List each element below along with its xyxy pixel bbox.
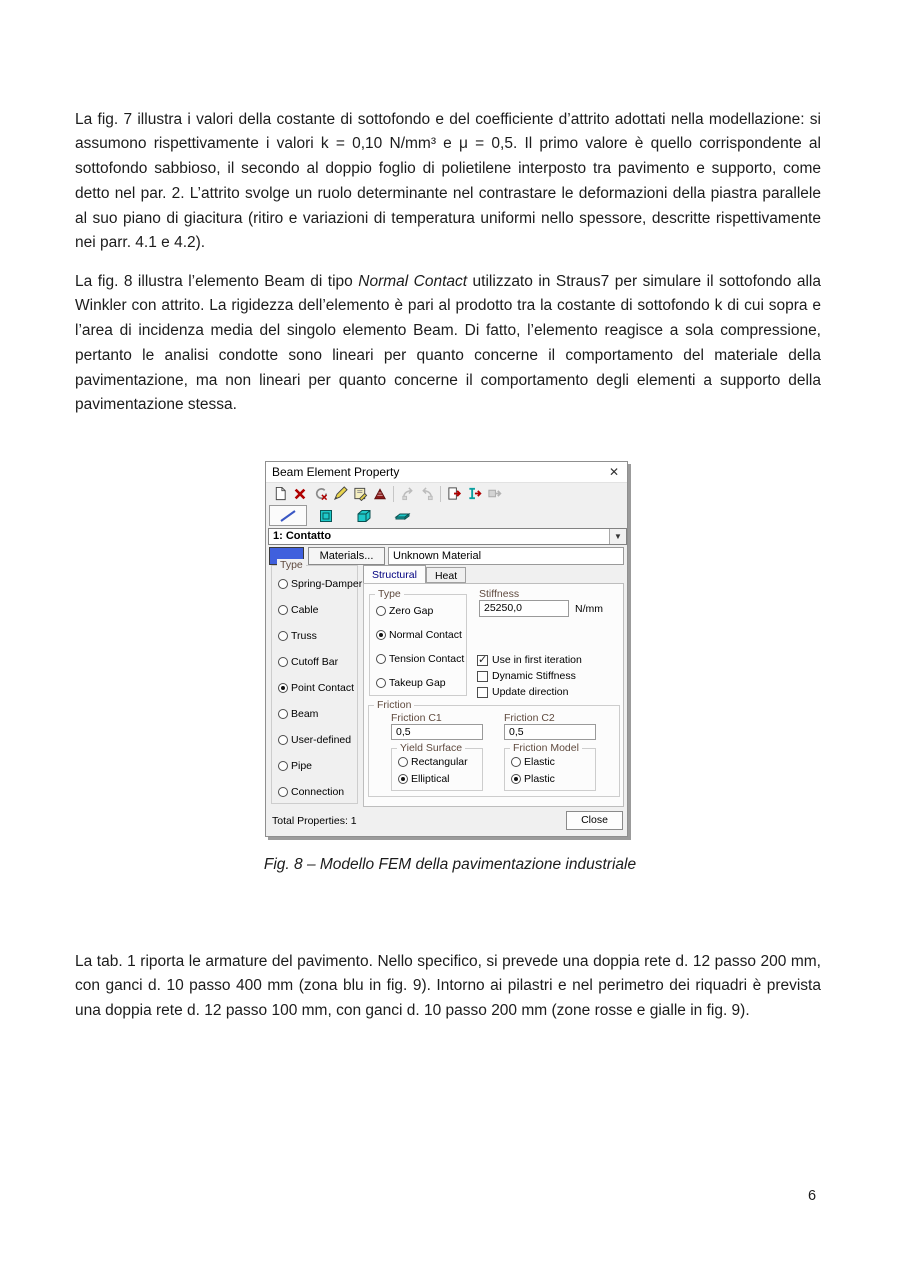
radio-icon [278, 735, 288, 745]
export-beam-icon[interactable] [464, 484, 484, 503]
radio-icon [278, 631, 288, 641]
plate-element-icon[interactable] [307, 505, 345, 526]
export-page-icon[interactable] [444, 484, 464, 503]
body-paragraph-1: La fig. 7 illustra i valori della costante di sottofondo e del coefficiente d’attrito adottati nella modellazione: si assumono rispettivamente i valori k = 0,10 N/mm³ e μ = 0,5. Il primo valore è quello corrispondente al sottofondo sabbioso, il secondo al doppio foglio di polietilene interposto tra pavimento e supporto, come detto nel par. 2. L’attrito svolge un ruolo determinante nel contrastare le deformazioni della piastra parallele al suo piano di giacitura (ritiro e variazioni di temperatura uniformi nello spessore, descritte rispettivamente nei parr. 4.1 e 4.2). [75, 110, 821, 252]
new-document-icon[interactable] [270, 484, 290, 503]
chevron-down-icon[interactable]: ▼ [609, 529, 626, 544]
radio-label: Connection [291, 786, 345, 798]
checkbox-icon [477, 655, 488, 666]
dialog-toolbar [266, 482, 627, 505]
friction-group-label: Friction [374, 699, 414, 711]
yield-surface-group-label: Yield Surface [397, 742, 465, 754]
radio-label: Truss [291, 630, 317, 642]
radio-icon [376, 654, 386, 664]
beam-element-property-dialog [265, 461, 628, 837]
radio-icon [398, 774, 408, 784]
paragraph2-post: utilizzato in Straus7 per simulare il sottofondo alla Winkler con attrito. La rigidezza dell’elemento è pari al prodotto tra la costante di sottofondo k di cui sopra e l’area di incidenza media del singolo elemento Beam. Di fatto, l’elemento reagisce a sola compressione, pertanto le analisi condotte sono lineari per quanto concerne il comportamento del materiale della pavimentazione, ma non lineari per quanto concerne il comportamento degli elementi a supporto della pavimentazione stessa. [75, 272, 821, 414]
radio-icon [278, 761, 288, 771]
contact-type-group [369, 588, 467, 696]
friction-model-group-label: Friction Model [510, 742, 582, 754]
radio-icon [278, 605, 288, 615]
radio-rectangular[interactable] [398, 756, 468, 768]
body-paragraph-2 [75, 270, 821, 419]
beam-element-icon[interactable] [269, 505, 307, 526]
property-tab-panel [363, 565, 624, 807]
radio-label: Point Contact [291, 682, 355, 694]
radio-beam[interactable] [278, 708, 318, 720]
structural-tab-page [363, 583, 624, 807]
stiffness-unit: N/mm [575, 603, 603, 615]
shift-left-icon[interactable] [397, 484, 417, 503]
close-button[interactable]: Close [566, 811, 623, 830]
brick-element-icon[interactable] [345, 505, 383, 526]
radio-label: Tension Contact [389, 653, 465, 665]
material-name-field[interactable]: Unknown Material [388, 547, 624, 565]
notebook-edit-icon[interactable] [350, 484, 370, 503]
radio-point-contact[interactable] [278, 682, 354, 694]
checkbox-label: Update direction [492, 686, 569, 698]
radio-icon [511, 757, 521, 767]
tab-structural[interactable]: Structural [363, 565, 426, 583]
status-text: Total Properties: 1 [272, 815, 357, 827]
radio-label: Normal Contact [389, 629, 462, 641]
radio-connection[interactable] [278, 786, 344, 798]
radio-icon [511, 774, 521, 784]
radio-label: Spring-Damper [291, 578, 363, 590]
friction-model-group [504, 742, 596, 791]
dialog-title: Beam Element Property [272, 465, 400, 479]
checkbox-update-direction[interactable] [477, 686, 568, 698]
radio-cable[interactable] [278, 604, 318, 616]
delete-x-icon[interactable] [290, 484, 310, 503]
close-icon[interactable]: ✕ [608, 465, 619, 479]
radio-icon [278, 579, 288, 589]
radio-icon [398, 757, 408, 767]
toolbar-separator [393, 486, 394, 502]
radio-label: Pipe [291, 760, 313, 772]
dialog-titlebar[interactable] [266, 462, 627, 483]
contact-type-group-label: Type [375, 588, 404, 600]
friction-c1-input[interactable]: 0,5 [391, 724, 483, 740]
toolbar-separator [440, 486, 441, 502]
radio-pipe[interactable] [278, 760, 312, 772]
radio-takeup-gap[interactable] [376, 677, 446, 689]
radio-label: Cable [291, 604, 319, 616]
element-type-group-label: Type [277, 559, 306, 571]
checkbox-icon [477, 671, 488, 682]
shift-right-icon[interactable] [417, 484, 437, 503]
purge-circle-x-icon[interactable] [310, 484, 330, 503]
checkbox-dynamic-stiffness[interactable] [477, 670, 576, 682]
taper-cone-icon[interactable] [370, 484, 390, 503]
stiffness-label: Stiffness [479, 588, 520, 600]
paragraph2-italic: Normal Contact [358, 272, 468, 290]
radio-normal-contact[interactable] [376, 629, 462, 641]
materials-button[interactable]: Materials... [308, 547, 385, 565]
radio-plastic[interactable] [511, 773, 555, 785]
tab-strip [363, 565, 466, 583]
checkbox-label: Dynamic Stiffness [492, 670, 576, 682]
radio-icon [376, 678, 386, 688]
radio-icon [278, 787, 288, 797]
radio-icon [376, 606, 386, 616]
radio-icon [278, 657, 288, 667]
checkbox-use-first-iteration[interactable] [477, 654, 582, 666]
friction-c2-input[interactable]: 0,5 [504, 724, 596, 740]
radio-tension-contact[interactable] [376, 653, 464, 665]
radio-icon [278, 683, 288, 693]
radio-label: Rectangular [411, 756, 468, 768]
laminate-element-icon[interactable] [383, 505, 421, 526]
radio-label: Elliptical [411, 773, 450, 785]
friction-group [368, 699, 620, 797]
pencil-edit-icon[interactable] [330, 484, 350, 503]
property-combo-value: 1: Contatto [273, 530, 332, 542]
radio-label: Cutoff Bar [291, 656, 339, 668]
radio-user-defined[interactable] [278, 734, 351, 746]
radio-icon [376, 630, 386, 640]
radio-label: Plastic [524, 773, 555, 785]
radio-label: Takeup Gap [389, 677, 446, 689]
yield-surface-group [391, 742, 483, 791]
tab-heat[interactable]: Heat [426, 567, 466, 583]
body-paragraph-3: La tab. 1 riporta le armature del pavimento. Nello specifico, si prevede una doppia rete d. 12 passo 200 mm, con ganci d. 10 passo 400 mm (zona blu in fig. 9). Intorno ai pilastri e nel perimetro dei riquadri è prevista una doppia rete d. 12 passo 100 mm, con ganci d. 10 passo 200 mm (zone rosse e gialle in fig. 9). [75, 952, 821, 1020]
page-number: 6 [808, 1188, 817, 1204]
radio-label: Zero Gap [389, 605, 434, 617]
element-type-group [271, 559, 363, 804]
radio-icon [278, 709, 288, 719]
checkbox-icon [477, 687, 488, 698]
radio-spring-damper[interactable] [278, 578, 362, 590]
export-box-icon[interactable] [484, 484, 504, 503]
radio-truss[interactable] [278, 630, 317, 642]
checkbox-label: Use in first iteration [492, 654, 582, 666]
radio-label: Beam [291, 708, 319, 720]
friction-c1-label: Friction C1 [391, 712, 442, 724]
paragraph2-pre: La fig. 8 illustra l’elemento Beam di tipo [75, 272, 359, 290]
radio-zero-gap[interactable] [376, 605, 433, 617]
radio-label: User-defined [291, 734, 352, 746]
friction-c2-label: Friction C2 [504, 712, 555, 724]
property-select-combobox[interactable] [268, 528, 627, 545]
figure-caption: Fig. 8 – Modello FEM della pavimentazione industriale [263, 856, 637, 873]
radio-cutoff-bar[interactable] [278, 656, 338, 668]
radio-elliptical[interactable] [398, 773, 450, 785]
element-type-row [266, 505, 627, 527]
radio-label: Elastic [524, 756, 555, 768]
stiffness-input[interactable]: 25250,0 [479, 600, 569, 617]
radio-elastic[interactable] [511, 756, 555, 768]
